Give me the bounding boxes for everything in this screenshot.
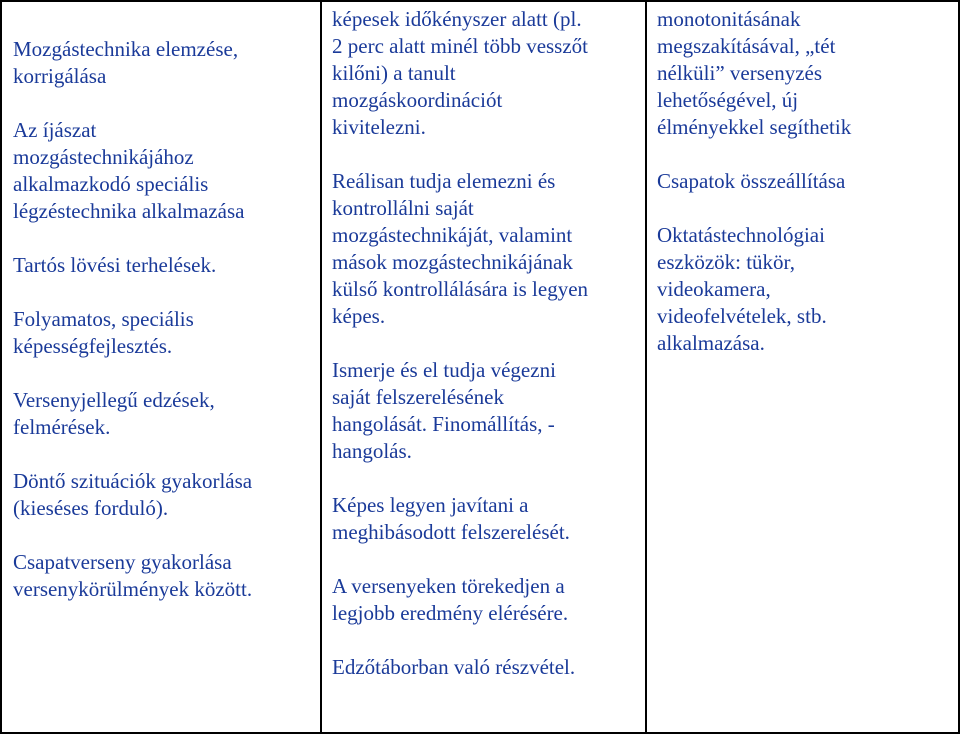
paragraph: Tartós lövési terhelések. [13,253,217,277]
paragraph: Mozgástechnika elemzése, korrigálása [13,37,239,88]
paragraph: Csapatok összeállítása [657,169,846,193]
column-3-text [657,6,955,357]
table-column-methods [647,2,960,732]
paragraph: A versenyeken törekedjen a legjobb eredmény elérésére. [332,574,569,625]
paragraph: Döntő szituációk gyakorlása (kieséses forduló). [13,469,253,520]
paragraph: Az íjászat mozgástechnikájához alkalmazkodó speciális légzéstechnika alkalmazása [13,118,245,223]
paragraph: Oktatástechnológiai eszközök: tükör, videokamera, videofelvételek, stb. alkalmazása. [657,223,827,355]
paragraph: Folyamatos, speciális képességfejlesztés. [13,307,194,358]
paragraph: monotonitásának megszakításával, „tét nélküli” versenyzés lehetőségével, új élményekkel segíthetik [657,7,852,139]
column-1-text [13,36,313,603]
column-2-text [332,6,642,681]
paragraph: Versenyjellegű edzések, felmérések. [13,388,215,439]
paragraph: Csapatverseny gyakorlása versenykörülmények között. [13,550,253,601]
table-column-content [2,2,322,732]
paragraph: képesek időkényszer alatt (pl. 2 perc alatt minél több vesszőt kilőni) a tanult mozgáskoordinációt kivitelezni. [332,7,589,139]
table-column-outcomes [322,2,647,732]
paragraph: Képes legyen javítani a meghibásodott felszerelését. [332,493,570,544]
paragraph: Ismerje és el tudja végezni saját felszerelésének hangolását. Finomállítás, - hangolás. [332,358,556,463]
paragraph: Reálisan tudja elemezni és kontrollálni saját mozgástechnikáját, valamint mások mozgástechnikájának külső kontrollálására is legyen képes. [332,169,589,328]
paragraph: Edzőtáborban való részvétel. [332,655,576,679]
